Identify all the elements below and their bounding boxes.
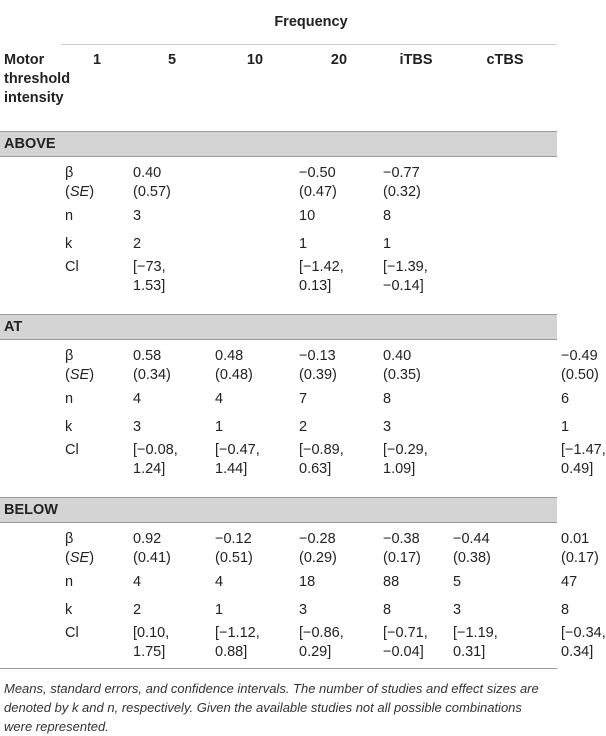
cell-value: 1.09] (383, 460, 449, 479)
se-label: SE (70, 184, 89, 200)
cell-value: (0.35) (383, 366, 449, 385)
table-cell (295, 258, 379, 302)
beta-label-text: β (65, 164, 129, 183)
table-cell (211, 596, 295, 624)
table-cell (129, 568, 211, 596)
k-label (61, 413, 129, 441)
table-cell (295, 230, 379, 258)
frequency-header: Frequency (61, 0, 557, 45)
table-cell (129, 385, 211, 413)
n-label-text: n (65, 390, 129, 409)
table-cell (211, 157, 295, 203)
table-cell (211, 202, 295, 230)
row-header (0, 45, 61, 132)
cell-value: 0.58 (133, 347, 211, 366)
cell-value: [−0.86, (299, 624, 379, 643)
k-label (61, 230, 129, 258)
cell-value: (0.17) (383, 549, 449, 568)
table-cell (211, 258, 295, 302)
cell-value: −0.12 (215, 530, 295, 549)
section-label: AT (0, 315, 557, 340)
cell-value: 4 (133, 573, 211, 592)
beta-label: β (SE) (61, 157, 129, 203)
table-row: k 3 1 2 3 1 (0, 413, 557, 441)
cell-value: −0.50 (299, 164, 379, 183)
cell-value: 4 (215, 390, 295, 409)
table-cell (129, 202, 211, 230)
table-cell (211, 441, 295, 485)
cell-value: 0.92 (133, 530, 211, 549)
cell-value: −0.77 (383, 164, 449, 183)
table-cell (295, 413, 379, 441)
table-cell (211, 340, 295, 386)
cell-value: 2 (133, 601, 211, 620)
k-label-text: k (65, 601, 129, 620)
k-label-text: k (65, 418, 129, 437)
cell-value: 88 (383, 573, 449, 592)
column-header-10: 10 (211, 45, 295, 132)
se-label: SE (70, 367, 89, 383)
table-cell (129, 523, 211, 569)
k-label-text: k (65, 235, 129, 254)
cell-value: 7 (299, 390, 379, 409)
table-cell (379, 568, 449, 596)
cell-value: 1 (383, 235, 449, 254)
cell-value: 8 (383, 390, 449, 409)
cell-value: (0.38) (453, 549, 557, 568)
cell-value: 0.88] (215, 643, 295, 662)
table-cell (379, 202, 449, 230)
table-cell (449, 413, 557, 441)
table-cell (129, 413, 211, 441)
table-cell (379, 413, 449, 441)
table-cell (379, 385, 449, 413)
cell-value: 1 (215, 601, 295, 620)
cell-value: 0.63] (299, 460, 379, 479)
table-note: Means, standard errors, and confidence intervals. The number of studies and effect sizes are denoted by k and n, respectively. Given the available studies not all possible combinations were represented. (0, 669, 557, 736)
table-row (0, 157, 557, 203)
table-cell (129, 230, 211, 258)
table-row: Cl [0.10, 1.75] [−1.12, 0.88] [−0.86, 0.29] [−0.71, −0.04] [−1.19, 0.31] [−0.34, 0.34] (0, 624, 557, 669)
cell-value: (0.39) (299, 366, 379, 385)
column-header-row (0, 45, 557, 132)
section-label: BELOW (0, 498, 557, 523)
section-header-row (0, 315, 557, 340)
table-cell (449, 624, 557, 669)
cell-value: 3 (133, 207, 211, 226)
table-cell (295, 202, 379, 230)
cell-value: −0.13 (299, 347, 379, 366)
cell-value: [−0.71, (383, 624, 449, 643)
cell-value: 3 (299, 601, 379, 620)
cell-value: (0.48) (215, 366, 295, 385)
se-label: SE (70, 550, 89, 566)
cell-value: −0.28 (299, 530, 379, 549)
cell-value: 4 (133, 390, 211, 409)
cell-value: (0.29) (299, 549, 379, 568)
row-header-line: threshold (4, 70, 61, 89)
row-header-line: Motor (4, 51, 61, 70)
cell-value: 0.40 (383, 347, 449, 366)
table-cell (211, 568, 295, 596)
table-row (0, 258, 557, 302)
cell-value: 10 (299, 207, 379, 226)
table-row: n 4 4 18 88 5 47 (0, 568, 557, 596)
table-cell (295, 441, 379, 485)
table-cell (449, 596, 557, 624)
section-header-row (0, 498, 557, 523)
table-cell (295, 596, 379, 624)
cell-value: [−73, (133, 258, 211, 277)
table-cell (379, 523, 449, 569)
table-cell (129, 441, 211, 485)
ci-label-text: Cl (65, 624, 129, 643)
cell-value: 3 (133, 418, 211, 437)
table-note-row (0, 669, 557, 736)
cell-value: 0.29] (299, 643, 379, 662)
table-cell (295, 385, 379, 413)
table-cell (211, 413, 295, 441)
n-label (61, 202, 129, 230)
cell-value: 1 (215, 418, 295, 437)
table-cell (379, 340, 449, 386)
table-cell (449, 385, 557, 413)
table-body (0, 132, 557, 669)
table-cell (449, 157, 557, 203)
cell-value: −0.38 (383, 530, 449, 549)
table-cell (449, 523, 557, 569)
cell-value: −0.14] (383, 277, 449, 296)
table-cell (211, 230, 295, 258)
table-row (0, 202, 557, 230)
cell-value: (0.47) (299, 183, 379, 202)
table-cell (129, 340, 211, 386)
table-cell (449, 340, 557, 386)
n-label (61, 568, 129, 596)
ci-label (61, 624, 129, 669)
cell-value: (0.41) (133, 549, 211, 568)
column-header-1: 1 (61, 45, 129, 132)
ci-label (61, 258, 129, 302)
table-cell (449, 258, 557, 302)
cell-value: [−1.42, (299, 258, 379, 277)
table-cell (449, 568, 557, 596)
table-cell (295, 568, 379, 596)
table-cell (295, 523, 379, 569)
cell-value: (0.51) (215, 549, 295, 568)
cell-value: (0.32) (383, 183, 449, 202)
cell-value: 1.53] (133, 277, 211, 296)
cell-value: 0.40 (133, 164, 211, 183)
beta-label-text: β (65, 530, 129, 549)
cell-value: −0.04] (383, 643, 449, 662)
cell-value: 1.75] (133, 643, 211, 662)
cell-value: [−1.39, (383, 258, 449, 277)
table-cell (129, 624, 211, 669)
ci-label-text: Cl (65, 258, 129, 277)
cell-value: 1 (299, 235, 379, 254)
column-header-itbs: iTBS (379, 45, 449, 132)
frequency-header-row (0, 0, 557, 45)
table-cell (295, 157, 379, 203)
cell-value: 0.48 (215, 347, 295, 366)
table-cell (211, 523, 295, 569)
table-cell (379, 230, 449, 258)
table-cell (211, 624, 295, 669)
cell-value: [−1.19, (453, 624, 557, 643)
cell-value: [−0.08, (133, 441, 211, 460)
table-row: k 2 1 3 8 3 8 (0, 596, 557, 624)
section-label: ABOVE (0, 132, 557, 157)
table-cell (379, 157, 449, 203)
cell-value: 8 (383, 601, 449, 620)
table-cell (295, 624, 379, 669)
table-cell (449, 202, 557, 230)
cell-value: [−0.47, (215, 441, 295, 460)
cell-value: 0.31] (453, 643, 557, 662)
table-cell (129, 596, 211, 624)
cell-value: 1.24] (133, 460, 211, 479)
cell-value: [0.10, (133, 624, 211, 643)
column-header-5: 5 (129, 45, 211, 132)
table-cell (129, 258, 211, 302)
column-header-20: 20 (295, 45, 379, 132)
cell-value: [−0.29, (383, 441, 449, 460)
cell-value: 4 (215, 573, 295, 592)
table-cell (295, 340, 379, 386)
cell-value: 18 (299, 573, 379, 592)
cell-value: 2 (133, 235, 211, 254)
table-cell (379, 258, 449, 302)
beta-label-text: β (65, 347, 129, 366)
section-header-row (0, 132, 557, 157)
cell-value: [−0.89, (299, 441, 379, 460)
n-label-text: n (65, 573, 129, 592)
table-row: n 4 4 7 8 6 (0, 385, 557, 413)
table-row (0, 230, 557, 258)
table-row: Cl [−0.08, 1.24] [−0.47, 1.44] [−0.89, 0.63] [−0.29, 1.09] [−1.47, 0.49] (0, 441, 557, 485)
cell-value: [−1.12, (215, 624, 295, 643)
beta-label: β (SE) (61, 523, 129, 569)
k-label (61, 596, 129, 624)
table-cell (379, 441, 449, 485)
beta-label: β (SE) (61, 340, 129, 386)
table-cell (129, 157, 211, 203)
cell-value: 2 (299, 418, 379, 437)
cell-value: 3 (453, 601, 557, 620)
column-header-ctbs: cTBS (449, 45, 557, 132)
row-header-line: intensity (4, 89, 61, 108)
cell-value: −0.44 (453, 530, 557, 549)
cell-value: 0.13] (299, 277, 379, 296)
table-cell (379, 596, 449, 624)
cell-value: (0.57) (133, 183, 211, 202)
table-row: β (SE) 0.92 (0.41) −0.12 (0.51) −0.28 (0.29) −0.38 (0.17) −0.44 (0.38) 0.01 (0.17) (0, 523, 557, 569)
table-cell (449, 230, 557, 258)
cell-value: (0.34) (133, 366, 211, 385)
ci-label-text: Cl (65, 441, 129, 460)
cell-value: 3 (383, 418, 449, 437)
table-cell (449, 441, 557, 485)
cell-value: 8 (383, 207, 449, 226)
ci-label (61, 441, 129, 485)
n-label (61, 385, 129, 413)
cell-value: 1.44] (215, 460, 295, 479)
n-label-text: n (65, 207, 129, 226)
table-cell (379, 624, 449, 669)
cell-value: 5 (453, 573, 557, 592)
table-cell (211, 385, 295, 413)
table-row: β (SE) 0.58 (0.34) 0.48 (0.48) −0.13 (0.39) 0.40 (0.35) −0.49 (0.50) (0, 340, 557, 386)
